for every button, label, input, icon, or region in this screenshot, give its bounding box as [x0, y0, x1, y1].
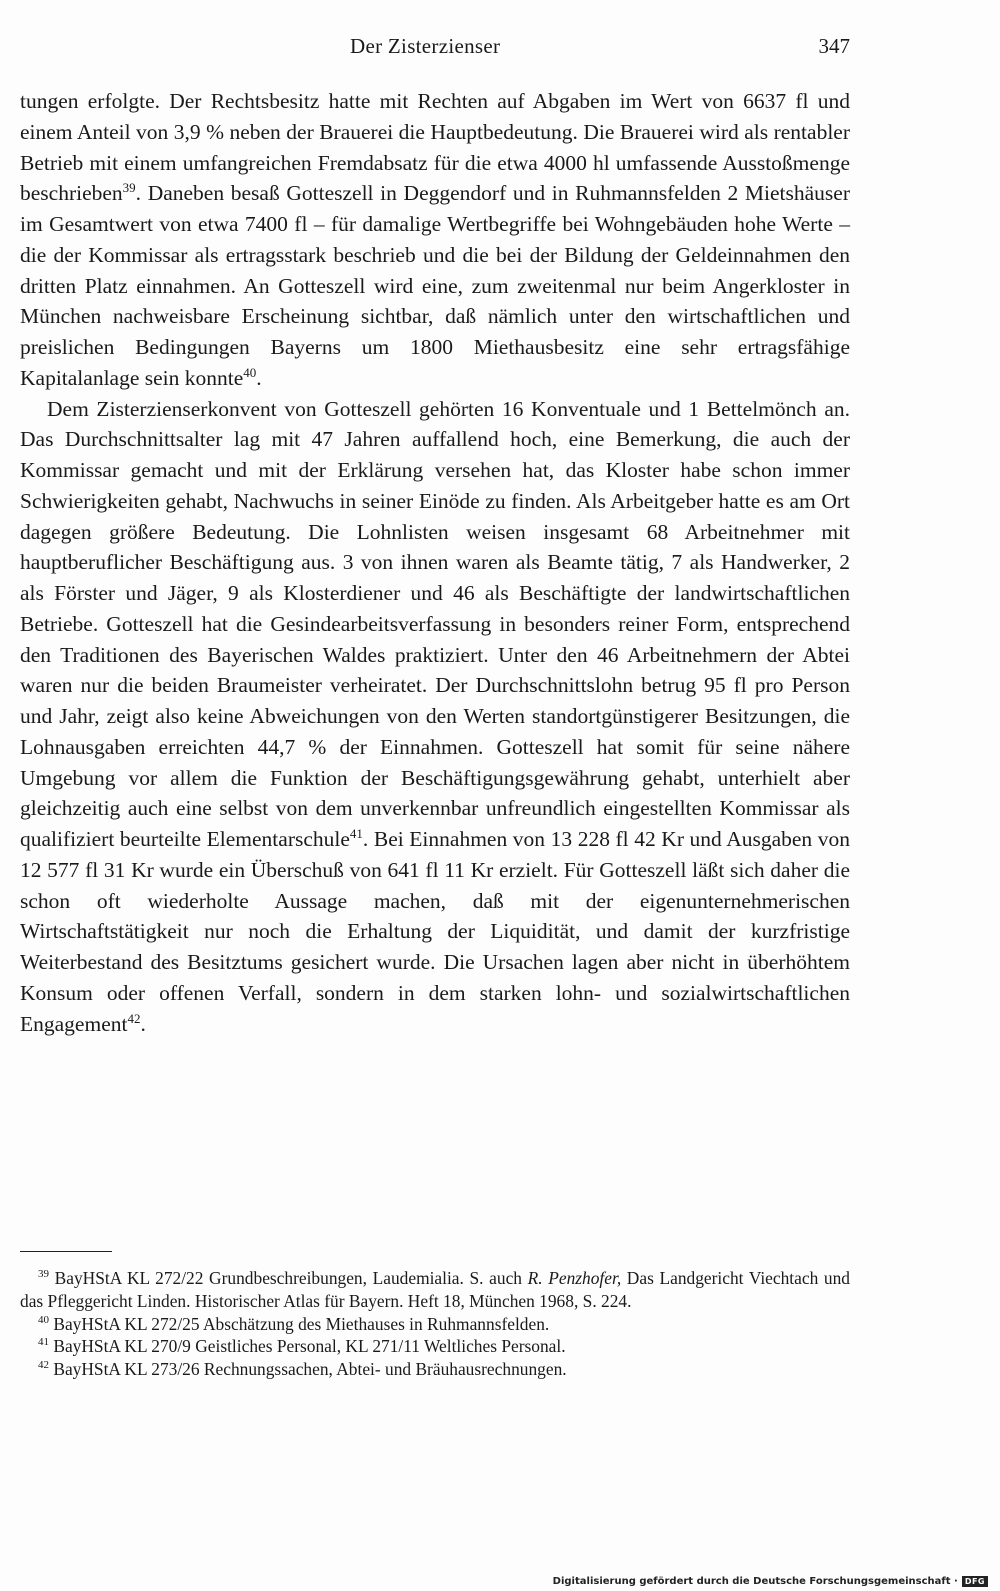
- running-title: Der Zisterzienser: [350, 34, 501, 58]
- footnote-text: BayHStA KL 273/26 Rechnungssachen, Abtei- und Bräuhausrechnungen.: [53, 1359, 567, 1380]
- footnote-41: [20, 1335, 850, 1358]
- footnotes: [20, 1267, 850, 1381]
- paragraph-text: . Bei Einnahmen von 13 228 fl 42 Kr und Ausgaben von 12 577 fl 31 Kr wurde ein Überschuß von 641 fl 11 Kr erzielt. Für Gotteszell läßt sich daher die schon oft wiederholte Aussage machen, daß mit der eigenunternehmerischen Wirtschaftstätigkeit nur noch die Erhaltung der Liquidität, und damit der kurzfristige Weiterbestand des Besitztums gesichert wurde. Die Ursachen lagen aber nicht in überhöhtem Konsum oder offenen Verfall, sondern in dem starken lohn- und sozialwirtschaftlichen Engagement: [20, 827, 851, 1036]
- paragraph-text: tungen erfolgte. Der Rechtsbesitz hatte mit Rechten auf Abgaben im Wert von 6637 fl und einem Anteil von 3,9 % neben der Brauerei die Hauptbedeutung. Die Brauerei wird als rentabler Betrieb mit einem umfangreichen Fremdabsatz für die etwa 4000 hl umfassende Ausstoßmenge beschrieben: [20, 89, 850, 206]
- footnote-text: BayHStA KL 272/25 Abschätzung des Miethauses in Ruhmannsfelden.: [53, 1313, 550, 1334]
- footnote-text: BayHStA KL 272/22 Grundbeschreibungen, Laudemialia. S. auch: [54, 1268, 528, 1288]
- footnote-text: BayHStA KL 270/9 Geistliches Personal, KL 271/11 Weltliches Personal.: [53, 1336, 566, 1357]
- digitization-banner: [553, 1576, 988, 1587]
- footnote-ref-39[interactable]: 39: [122, 180, 136, 196]
- footnote-42: [20, 1358, 850, 1381]
- footnote-number: 41: [38, 1336, 49, 1349]
- page-number: 347: [818, 34, 850, 58]
- footnote-39: [20, 1267, 850, 1313]
- paragraph-2: [20, 394, 850, 1040]
- footnote-divider: [20, 1251, 112, 1252]
- dfg-logo: DFG: [962, 1576, 988, 1587]
- footnote-number: 40: [38, 1313, 49, 1326]
- paragraph-text: Dem Zisterzienserkonvent von Gotteszell gehörten 16 Konventuale und 1 Bettelmönch an. Das Durchschnittsalter lag mit 47 Jahren auffallend hoch, eine Bemerkung, die auch der Kommissar gemacht und mit der Erklärung versehen hat, das Kloster habe schon immer Schwierigkeiten gehabt, Nachwuchs in seiner Einöde zu finden. Als Arbeitgeber hatte es am Ort dagegen größere Bedeutung. Die Lohnlisten weisen insgesamt 68 Arbeitnehmer mit hauptberuflicher Beschäftigung aus. 3 von ihnen waren als Beamte tätig, 7 als Handwerker, 2 als Förster und Jäger, 9 als Klosterdiener und 46 als Beschäftigte der landwirtschaftlichen Betriebe. Gotteszell hat die Gesindearbeitsverfassung in besonders reiner Form, entsprechend den Traditionen des Bayerischen Waldes praktiziert. Unter den 46 Arbeitnehmern der Abtei waren nur die beiden Braumeister verheiratet. Der Durchschnittslohn betrug 95 fl pro Person und Jahr, zeigt also keine Abweichungen von den Werten standortgünstigerer Besitzungen, die Lohnausgaben erreichten 44,7 % der Einnahmen. Gotteszell hat somit für seine nähere Umgebung vor allem die Funktion der Beschäftigungsgewährung gehabt, unterhielt aber gleichzeitig auch eine selbst von dem unverkennbar unfreundlich eingestellten Kommissar als qualifiziert beurteilte Elementarschule: [20, 396, 850, 851]
- paragraph-text: .: [140, 1011, 146, 1036]
- paragraph-text: .: [256, 365, 262, 390]
- footnote-ref-40[interactable]: 40: [243, 364, 257, 380]
- footnote-40: [20, 1313, 850, 1336]
- banner-text: Digitalisierung gefördert durch die Deutsche Forschungsgemeinschaft ·: [552, 1576, 958, 1587]
- paragraph-1: [20, 86, 850, 394]
- body-text: [20, 86, 850, 1039]
- footnote-ref-41[interactable]: 41: [349, 825, 363, 841]
- footnote-number: 39: [38, 1268, 49, 1281]
- footnote-ref-42[interactable]: 42: [127, 1010, 141, 1026]
- running-head: [20, 34, 850, 64]
- paragraph-text: . Daneben besaß Gotteszell in Deggendorf und in Ruhmannsfelden 2 Mietshäuser im Gesamtwert von etwa 7400 fl – für damalige Wertbegriffe bei Wohngebäuden hohe Werte – die der Kommissar als ertragsstark beschrieb und die bei der Bildung der Geldeinnahmen den dritten Platz einnahmen. An Gotteszell wird eine, zum zweitenmal nur beim Angerkloster in München nachweisbare Erscheinung sichtbar, daß nämlich unter den wirtschaftlichen und preislichen Bedingungen Bayerns um 1800 Miethausbesitz eine sehr ertragsfähige Kapitalanlage sein konnte: [20, 181, 850, 390]
- footnote-text: Das Landgericht Viechtach und das Pfleggericht Linden. Historischer Atlas für Bayern. Heft 18, München 1968, S. 224.: [20, 1268, 850, 1311]
- footnote-author: R. Penzhofer,: [527, 1268, 622, 1288]
- footnote-number: 42: [38, 1359, 49, 1372]
